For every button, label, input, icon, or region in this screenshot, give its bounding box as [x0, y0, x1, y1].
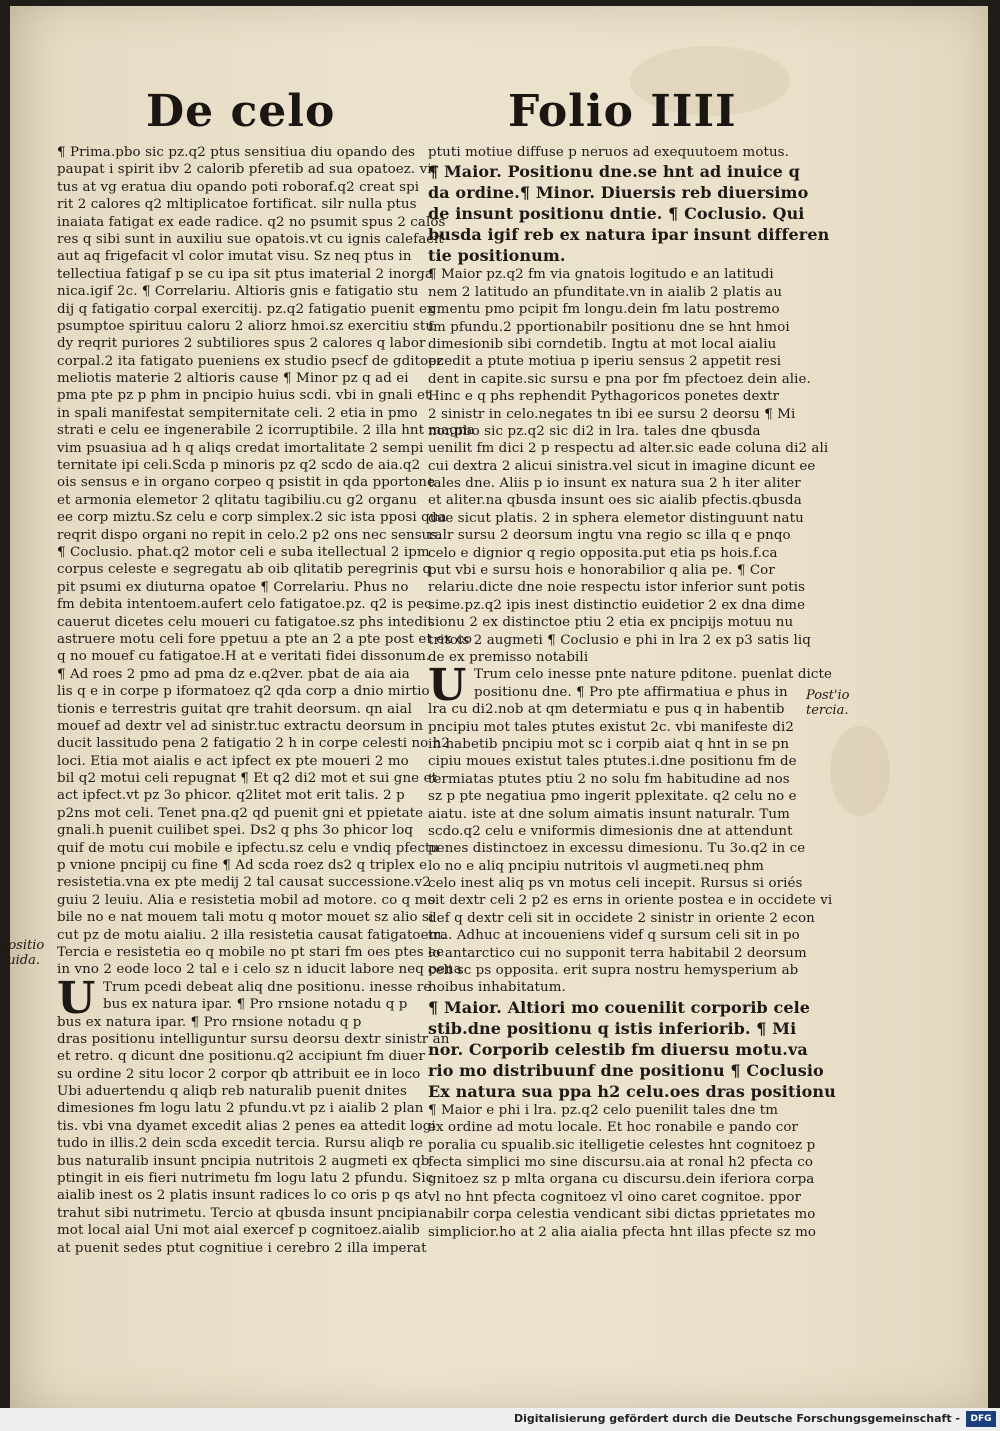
margin-note-left: positio cuida. [0, 938, 45, 968]
text-line: Trum celo inesse pnte nature pditone. puenlat dicte [474, 667, 832, 683]
text-line: lis q e in corpe p iformatoez q2 qda corp a dnio mirtio [57, 684, 430, 700]
text-line: dent in capite.sic sursu e pna por fm pfectoez dein alie. [428, 371, 811, 387]
text-line: bus naturalib insunt pncipia nutritois 2 augmeti ex qb [57, 1153, 430, 1169]
text-line: p2ns mot celi. Tenet pna.q2 qd puenit gni et ppietate [57, 805, 424, 821]
text-line: pma pte pz p phm in pncipio huius scdi. vbi in gnali et [57, 388, 431, 404]
text-line: Hinc e q phs rephendit Pythagoricos ponetes dextr [428, 389, 780, 405]
text-line: fecta simplici mo sine discursu.aia at ronal h2 pfecta co [428, 1154, 813, 1170]
text-line: rit 2 calores q2 mltiplicatoe fortificat. silr nulla ptus [57, 197, 417, 213]
text-line: pit psumi ex diuturna opatoe ¶ Correlariu. Phus no [57, 579, 409, 595]
text-line: ¶ Prima.pbo sic pz.q2 ptus sensitiua diu opando des [57, 145, 416, 160]
text-line: resistetia.vna ex pte medij 2 tal causat successione.v2 [57, 875, 431, 891]
text-line: aialib inest os 2 platis insunt radices lo co oris p qs at [57, 1188, 429, 1204]
text-line: trahut sibi nutrimetu. Tercio at qbusda insunt pncipia [57, 1205, 428, 1221]
text-line: in spali manifestat sempiternitate celi. 2 etia in pmo [57, 405, 418, 421]
text-line: ternitate ipi celi.Scda p minoris pz q2 scdo de aia.q2 [57, 458, 421, 474]
text-line: astruere motu celi fore ppetuu a pte an 2 a pte post et ex co [57, 631, 473, 647]
text-line: tales dne. Aliis p io insunt ex natura sua 2 h iter aliter [428, 476, 801, 492]
text-line: in habetib pncipiu mot sc i corpib aiat q hnt in se pn [428, 736, 790, 752]
text-line: due sicut platis. 2 in sphera elemetor distinguunt natu [428, 510, 804, 526]
summary-line: nor. Corporib celestib fm diuersu motu.va [428, 1039, 808, 1059]
text-line: cut pz de motu aialiu. 2 illa resistetia causat fatigatoem. [57, 927, 446, 943]
summary-line: busda igif reb ex natura ipar insunt differen [428, 225, 830, 245]
text-line: lo no e aliq pncipiu nutritois vl augmeti.neq phm [428, 858, 764, 874]
text-line: tis. vbi vna dyamet excedit alias 2 penes ea attedit logi [57, 1118, 436, 1134]
text-line: vim psuasiua ad h q aliqs credat imortalitate 2 sempi [57, 440, 424, 456]
text-line: su ordine 2 situ locor 2 corpor qb attribuit ee in loco [57, 1066, 421, 1082]
text-line: Trum pcedi debeat aliq dne positionu. inesse re [103, 979, 432, 995]
text-line: act ipfect.vt pz 3o phicor. q2litet mot erit talis. 2 p [57, 788, 405, 804]
text-line: sionu 2 ex distinctoe ptiu 2 etia ex pncipijs motuu nu [428, 615, 794, 631]
summary-line: de insunt positionu dntie. ¶ Coclusio. Qui [428, 204, 805, 224]
text-line: bile no e nat mouem tali motu q motor mouet sz alio si [57, 910, 434, 926]
utrum-paragraph [57, 972, 432, 1024]
left-text-column [57, 144, 475, 1257]
text-line: def q dextr celi sit in occidete 2 sinistr in oriente 2 econ [428, 910, 815, 926]
text-line: dimesiones fm logu latu 2 pfundu.vt pz i aialib 2 plan [57, 1101, 424, 1117]
text-line: Ubi aduertendu q aliqb reb naturalib puenit dnites [57, 1084, 407, 1100]
text-line: relariu.dicte dne noie respectu istor inferior sunt potis [428, 580, 806, 596]
text-line: dras positionu intelliguntur sursu deorsu dextr sinistr an [57, 1031, 450, 1047]
text-line: vl no hnt pfecta cognitoez vl oino caret cognitoe. ppor [428, 1189, 802, 1205]
text-line: pncipiu mot tales ptutes existut 2c. vbi manifeste di2 [428, 719, 794, 735]
text-line: mouef ad dextr vel ad sinistr.tuc extractu deorsum in [57, 718, 424, 734]
text-line: pcedit a ptute motiua p iperiu sensus 2 appetit resi [428, 354, 782, 370]
summary-line: ¶ Maior. Altiori mo couenilit corporib cele [428, 997, 811, 1017]
text-line: sz p pte negatiua pmo ingerit pplexitate. q2 celu no e [428, 789, 797, 805]
dfg-logo: DFG [966, 1411, 996, 1427]
text-line: fm pfundu.2 pportionabilr positionu dne se hnt hmoi [428, 319, 790, 335]
text-line: tudo in illis.2 dein scda excedit tercia. Rursu aliqb re [57, 1136, 424, 1152]
text-line: dy reqrit puriores 2 subtiliores spus 2 calores q labor [57, 336, 426, 352]
text-line: aiatu. iste at dne solum aimatis insunt naturalr. Tum [428, 806, 790, 822]
text-line: ¶ Maior e phi i lra. pz.q2 celo puenilit tales dne tm [428, 1102, 779, 1118]
text-line: positionu dne. ¶ Pro pte affirmatiua e phus in [474, 684, 788, 700]
text-line: nor.pbo sic pz.q2 sic di2 in lra. tales dne qbusda [428, 423, 761, 439]
text-line: guiu 2 leuiu. Alia e resistetia mobil ad motore. co q mo [57, 892, 436, 908]
text-line: nem 2 latitudo an pfunditate.vn in aialib 2 platis au [428, 284, 783, 300]
text-line: nabilr corpa celestia vendicant sibi dictas pprietates mo [428, 1207, 816, 1223]
text-line: hoibus inhabitatum. [428, 980, 566, 996]
text-line: tionis e terrestris guitat qre trahit deorsum. qn aial [57, 701, 413, 717]
paper-stain [830, 726, 890, 816]
text-line: aut aq frigefacit vl color imutat visu. Sz neq ptus in [57, 249, 412, 265]
text-line: ptuti motiue diffuse p neruos ad exequutoem motus. [428, 145, 790, 160]
text-line: tus at vg eratua diu opando poti roboraf.q2 creat spi [57, 179, 420, 195]
text-line: tritois 2 augmeti ¶ Coclusio e phi in lra 2 ex p3 satis liq [428, 632, 811, 648]
text-line: cui dextra 2 alicui sinistra.vel sicut in imagine dicunt ee [428, 458, 816, 474]
text-line: celo e dignior q regio opposita.put etia ps hois.f.ca [428, 545, 778, 561]
text-line: res q sibi sunt in auxiliu sue opatois.vt cu ignis calefacit [57, 231, 444, 247]
text-line: ¶ Coclusio. phat.q2 motor celi e suba itellectual 2 ipm [57, 544, 430, 560]
text-line: at puenit sedes ptut cognitiue i cerebro 2 illa imperat [57, 1240, 427, 1256]
text-line: penes distinctoez in excessu dimesionu. Tu 3o.q2 in ce [428, 841, 806, 857]
text-line: celi sc ps opposita. erit supra nostru hemysperium ab [428, 963, 799, 979]
funding-credit: Digitalisierung gefördert durch die Deutsche Forschungsgemeinschaft - [513, 1412, 960, 1425]
text-line: et aliter.na qbusda insunt oes sic aialib pfectis.qbusda [428, 493, 802, 509]
summary-line: stib.dne positionu q istis inferiorib. ¶ Mi [428, 1018, 797, 1038]
text-line: et armonia elemetor 2 qlitatu tagibiliu.cu g2 organu [57, 492, 417, 508]
footer-bar [0, 1408, 1000, 1431]
text-line: q no mouef cu fatigatoe.H at e veritati fidei dissonum. [57, 649, 431, 665]
text-line: fm debita intentoem.aufert celo fatigatoe.pz. q2 is pec [57, 597, 432, 613]
drop-cap-initial: U [57, 972, 96, 1024]
text-line: cipiu moues existut tales ptutes.i.dne positionu fm de [428, 754, 797, 770]
text-line: in vno 2 eode loco 2 tal e i celo sz n iducit labore neq pena [57, 962, 462, 978]
text-line: paupat i spirit ibv 2 calorib pferetib ad sua opatoez. vir [57, 162, 439, 178]
text-line: dimesionib sibi corndetib. Ingtu at mot local aialiu [428, 336, 777, 352]
text-line: ¶ Ad roes 2 pmo ad pma dz e.q2ver. pbat de aia aia [57, 666, 410, 682]
text-line: loci. Etia mot aialis e act ipfect ex pte moueri 2 mo [57, 753, 409, 769]
text-line: p vnione pncipij cu fine ¶ Ad scda roez ds2 q triplex e [57, 858, 428, 874]
text-line: mot local aial Uni mot aial exercef p cognitoez.aialib [57, 1223, 420, 1239]
text-line: nica.igif 2c. ¶ Correlariu. Altioris gnis e fatigatio stu [57, 284, 419, 300]
text-line: ptingit in eis fieri nutrimetu fm logu latu 2 pfundu. Sic [57, 1171, 434, 1187]
text-line: lra cu di2.nob at qm determiatu e pus q in habentib [428, 702, 785, 718]
text-line: strati e celu ee ingenerabile 2 icorruptibile. 2 illa hnt magna [57, 423, 475, 439]
text-line: tellectiua fatigaf p se cu ipa sit ptus imaterial 2 inorga [57, 266, 434, 282]
text-line: quif de motu cui mobile e ipfectu.sz celu e vndiq pfectu [57, 840, 440, 856]
margin-note-right: Post'io tercia. [806, 688, 850, 718]
text-line: bus ex natura ipar. ¶ Pro rnsione notadu q p [103, 997, 408, 1013]
text-line: ois sensus e in organo corpeo q psistit in qda pportone [57, 475, 435, 491]
text-line: sit dextr celi 2 p2 es erns in oriente postea e in occidete vi [428, 893, 833, 909]
text-line: put vbi e sursu hois e honorabilior q alia pe. ¶ Cor [428, 563, 775, 579]
text-line: cauerut dicetes celu moueri cu fatigatoe.sz phs intedit [57, 614, 433, 630]
running-head-left: De celo [146, 86, 336, 137]
text-line: ralr sursu 2 deorsum ingtu vna regio sc illa q e pnqo [428, 528, 791, 544]
text-line: poralia cu spualib.sic itelligetie celestes hnt cognitoez p [428, 1137, 816, 1153]
text-line: Tercia e resistetia eo q mobile no pt stari fm oes ptes ee [57, 944, 445, 960]
text-line: corpus celeste e segregatu ab oib qlitatib peregrinis q [57, 562, 432, 578]
text-line: uenilit fm dici 2 p respectu ad alter.sic eade coluna di2 ali [428, 441, 829, 457]
summary-line: ¶ Maior. Positionu dne.se hnt ad inuice q [428, 162, 800, 182]
text-line: lo antarctico cui no supponit terra habitabil 2 deorsum [428, 945, 807, 961]
text-line: ex ordine ad motu locale. Et hoc ronabile e pando cor [428, 1120, 798, 1136]
text-line: simplicior.ho at 2 alia aialia pfecta hnt illas pfecte sz mo [428, 1224, 817, 1240]
text-line: reqrit dispo organi no repit in celo.2 p2 ons nec sensus. [57, 527, 442, 543]
text-line: de ex premisso notabili [428, 649, 589, 665]
text-line: 2 sinistr in celo.negates tn ibi ee sursu 2 deorsu ¶ Mi [428, 406, 796, 422]
text-line: ¶ Maior pz.q2 fm via gnatois logitudo e an latitudi [428, 267, 774, 283]
summary-line: tie positionum. [428, 246, 566, 266]
summary-line: Ex natura sua ppa h2 celu.oes dras positionu [428, 1081, 836, 1101]
text-line: celo inest aliq ps vn motus celi incepit. Rursus si oriés [428, 876, 803, 892]
text-line: ducit lassitudo pena 2 fatigatio 2 h in corpe celesti no h2 [57, 736, 451, 752]
summary-line: rio mo distribuunf dne positionu ¶ Coclusio [428, 1060, 824, 1080]
text-line: bil q2 motui celi repugnat ¶ Et q2 di2 mot et sui gne et [57, 771, 438, 787]
text-line: tra. Adhuc at incoueniens videf q sursum celi sit in po [428, 928, 800, 944]
running-head-folio: Folio IIII [508, 86, 737, 137]
text-line: corpal.2 ita fatigato pueniens ex studio psecf de gditoez [57, 353, 444, 369]
text-line: termiatas ptutes ptiu 2 no solu fm habitudine ad nos [428, 771, 790, 787]
text-line: sime.pz.q2 ipis inest distinctio euidetior 2 ex dna dime [428, 597, 806, 613]
text-line: dij q fatigatio corpal exercitij. pz.q2 fatigatio puenit ex [57, 301, 435, 317]
text-line: ee corp miztu.Sz celu e corp simplex.2 sic ista pposi qua [57, 510, 447, 526]
text-line: psumptoe spirituu caloru 2 aliorz hmoi.sz exercitiu stu [57, 318, 435, 334]
text-line: et retro. q dicunt dne positionu.q2 accipiunt fm diuer [57, 1049, 425, 1065]
text-line: meliotis materie 2 altioris cause ¶ Minor pz q ad ei [57, 371, 409, 387]
text-line: scdo.q2 celu e vniformis dimesionis dne at attendunt [428, 823, 793, 839]
text-line: gnitoez sz p mlta organa cu discursu.dein iferiora corpa [428, 1172, 815, 1188]
summary-line: da ordine.¶ Minor. Diuersis reb diuersimo [428, 183, 809, 203]
text-line: gmentu pmo pcipit fm longu.dein fm latu postremo [428, 302, 780, 318]
text-line: gnali.h puenit cuilibet spei. Ds2 q phs 3o phicor loq [57, 823, 414, 839]
drop-cap-initial: U [428, 660, 467, 712]
text-line: inaiata fatigat ex eade radice. q2 no psumit spus 2 calos [57, 214, 446, 230]
text-line: bus ex natura ipar. ¶ Pro rnsione notadu q p [57, 1014, 362, 1030]
